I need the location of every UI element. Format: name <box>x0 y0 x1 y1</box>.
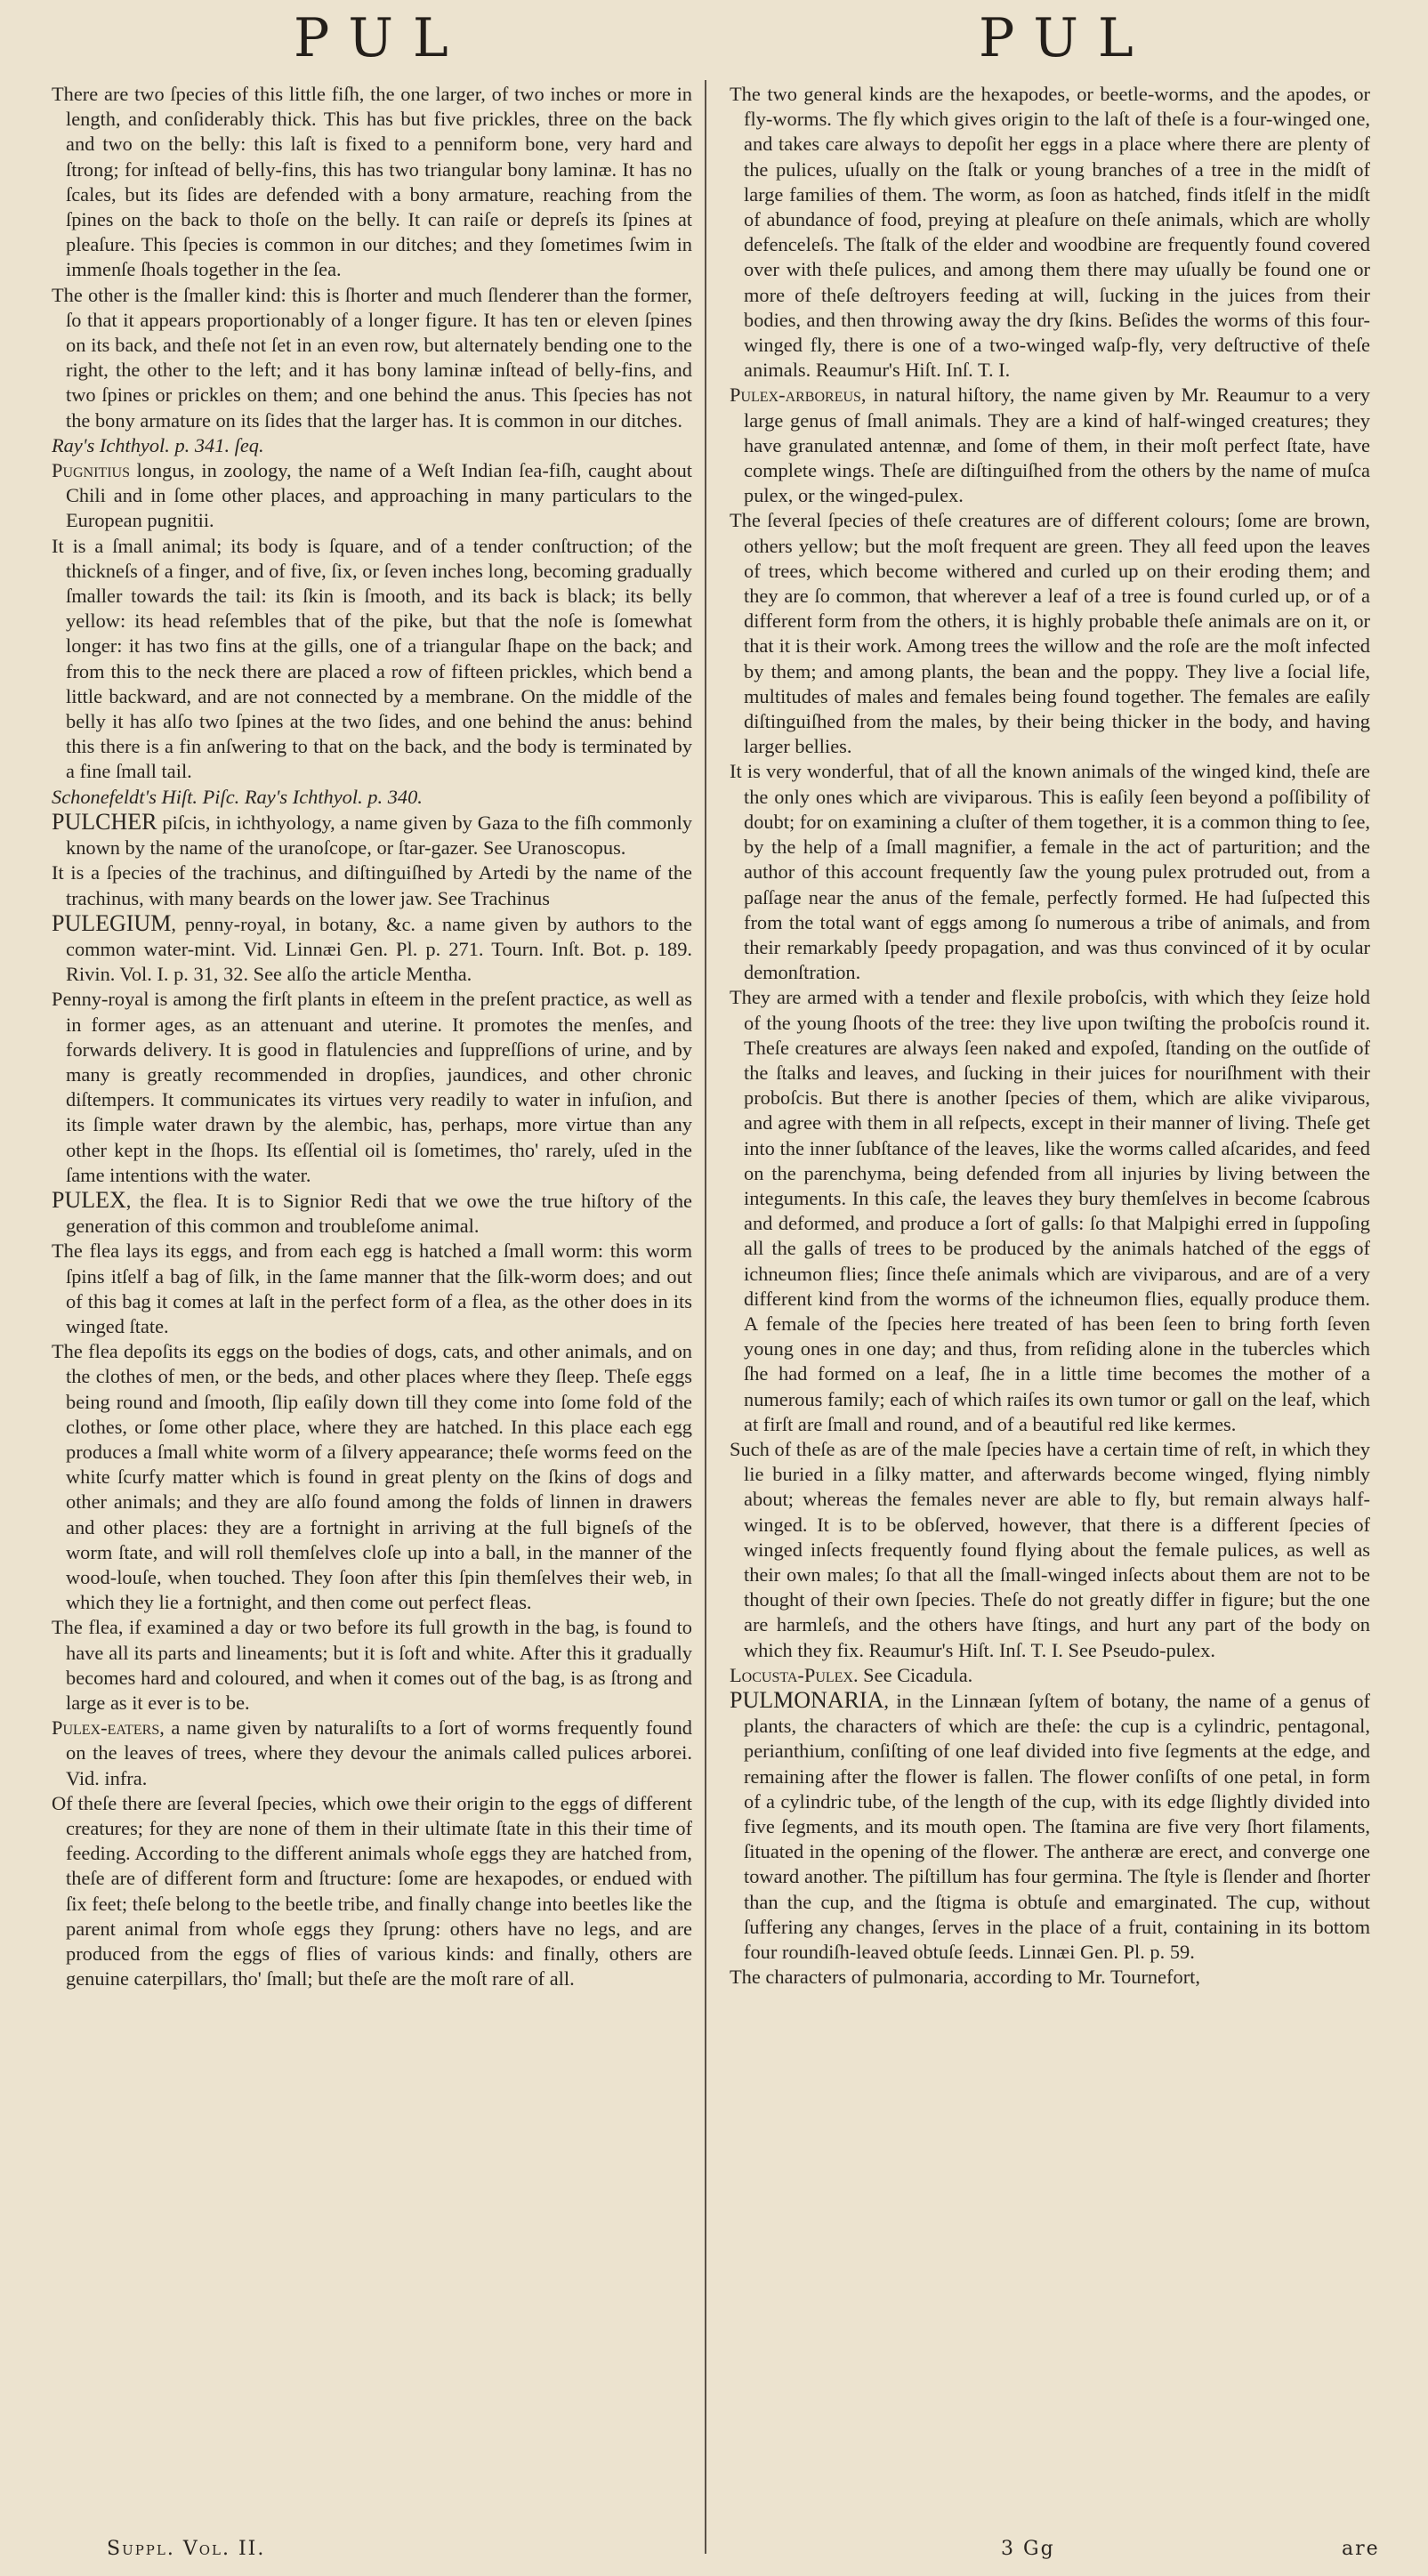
entry-text: , penny-royal, in botany, &c. a name given by authors to the common water-mint. Vid. Linnæi Gen. Pl. p. 271. Tourn. Inſt. Bot. p. 189. Rivin. Vol. I. p. 31, 32. See alſo the article Mentha. <box>66 912 692 986</box>
paragraph: Penny-royal is among the firſt plants in eſteem in the preſent practice, as well as in former ages, as an attenuant and uterine. It promotes the menſes, and forwards delivery. It is good in flatulencies and ſuppreſſions of urine, and by many is greatly recommended in dropſies, jaundices, and other chronic diſtempers. It communicates its virtues very readily to water in infuſion, and its ſimple water drawn by the alembic, has, perhaps, more virtue than any other kept in the ſhops. Its eſſential oil is ſometimes, tho' rarely, uſed in the ſame intentions with the water. <box>52 988 692 1186</box>
entry-headword: Pulex-eaters <box>52 1716 160 1740</box>
entry-text: longus, in zoology, the name of a Weſt Indian ſea-fiſh, caught about Chili and in ſome other places, and approaching in many particulars to the European pugnitii. <box>66 459 692 532</box>
paragraph: The flea depoſits its eggs on the bodies of dogs, cats, and other animals, and on the clothes of men, or the beds, and other places where they ſleep. Theſe eggs being round and ſmooth, ſlip eaſily down till they come into ſome fold of the clothes, or ſome other place, where they are hatched. In this place each egg produces a ſmall white worm of a ſilvery appearance; theſe worms feed on the white ſcurfy matter which is found in great plenty on the ſkins of dogs and other animals; and they are alſo found among the folds of linnen in drawers and other places: they are a fortnight in arriving at the full bigneſs of the worm ſtate, and will roll themſelves cloſe up into a ball, in the manner of the wood-louſe, when touched. They ſoon after this ſpin themſelves their web, in which they lie a fortnight, and then come out perfect fleas. <box>52 1340 692 1614</box>
paragraph: The flea lays its eggs, and from each egg is hatched a ſmall worm: this worm ſpins itſelf a bag of ſilk, in the ſame manner that the ſilk-worm does; and out of this bag it comes at laſt in the perfect form of a flea, as the other does in its winged ſtate. <box>52 1240 692 1337</box>
paragraph: They are armed with a tender and flexile proboſcis, with which they ſeize hold of the young ſhoots of the tree: they live upon twiſting the proboſcis round it. Theſe creatures are always ſeen naked and expoſed, ſtanding on the outſide of the ſtalks and leaves, and ſucking in their juices for nouriſhment with their proboſcis. But there is another ſpecies of them, which are alike viviparous, and agree with them in all reſpects, except in their manner of living. Theſe get into the inner ſubſtance of the leaves, like the worms called aſcarides, and feed on the parenchyma, being defended from all injuries by living between the integuments. In this caſe, the leaves they bury themſelves in become ſcabrous and deformed, and produce a ſort of galls: ſo that Malpighi erred in ſuppoſing all the galls of trees to be produced by the animals hatched of the eggs of ichneumon flies; ſince theſe animals which are viviparous, and are of a very different kind from the worms of the ichneumon flies, equally produce them. A female of the ſpecies here treated of has been ſeen to bring forth ſeven young ones in one day; and thus, from reſiding alone in the tubercles which ſhe had formed on a leaf, ſhe in a little time becomes the mother of a numerous family; each of which raiſes its own tumor or gall on the leaf, which at firſt are ſmall and round, and of a beautiful red like kermes. <box>730 986 1370 1435</box>
paragraph: It is a ſpecies of the trachinus, and diſtinguiſhed by Artedi by the name of the trachinus, with many beards on the lower jaw. See Trachinus <box>52 861 692 909</box>
footer-volume: Suppl. Vol. II. <box>107 2538 266 2560</box>
dictionary-entry <box>52 810 692 860</box>
dictionary-entry <box>52 1188 692 1239</box>
footer-signature: 3 Gg <box>1001 2538 1055 2560</box>
reference-line: Ray's Ichthyol. p. 341. ſeq. <box>52 433 264 456</box>
entry-text: piſcis, in ichthyology, a name given by Gaza to the fiſh commonly known by the name of the uranoſcope, or ſtar-gazer. See Uranoscopus. <box>66 811 692 860</box>
paragraph: The other is the ſmaller kind: this is ſhorter and much ſlenderer than the former, ſo that it appears proportionably of a longer figure. It has ten or eleven ſpines on its back, and theſe not ſet in an even row, but alternately bending one to the right, the other to the left; and it has bony laminæ inſtead of belly-fins, and two ſpines or prickles on them; and one behind the anus. This ſpecies has not the bony armature on its ſides that the larger has. It is common in our ditches. <box>52 283 692 432</box>
column-rule <box>705 80 706 2554</box>
paragraph: The ſeveral ſpecies of theſe creatures are of different colours; ſome are brown, others yellow; but the moſt frequent are green. They all feed upon the leaves of trees, which become withered and curled up on their eroding them; and they are ſo common, that wherever a leaf of a tree is found curled up, or of a different form from the others, it is highly probable theſe animals are on it, or that it is their work. Among trees the willow and the roſe are the moſt infected by them; and among plants, the bean and the poppy. They live a ſocial life, multitudes of males and females being found together. The females are eaſily diſtinguiſhed from the males, by their being thicker in the body, and having larger bellies. <box>730 509 1370 758</box>
dictionary-entry <box>730 1663 1370 1688</box>
paragraph: The characters of pulmonaria, according to Mr. Tournefort, <box>730 1966 1200 1989</box>
dictionary-entry <box>52 1716 692 1791</box>
entry-headword: PULEGIUM <box>52 909 172 936</box>
dictionary-entry <box>730 383 1370 508</box>
running-head-left: PUL <box>294 7 468 69</box>
paragraph: It is a ſmall animal; its body is ſquare, and of a tender conſtruction; of the thickneſs of a finger, and of five, ſix, or ſeven inches long, becoming gradually ſmaller towards the tail: its ſkin is ſmooth, and its back is black; its belly yellow: its head reſembles that of the pike, but that the noſe is ſomewhat longer: it has two fins at the gills, one of a triangular ſhape on the back; and from this to the neck there are placed a row of fifteen prickles, which bend a little backward, and are not connected by a membrane. On the middle of the belly it has alſo two ſpines at the two ſides, and one behind the anus: behind this there is a fin anſwering to that on the back, and the body is terminated by a fine ſmall tail. <box>52 534 692 783</box>
paragraph: The two general kinds are the hexapodes, or beetle-worms, and the apodes, or fly-worms. The fly which gives origin to the laſt of theſe is a four-winged one, and takes care always to depoſit her eggs in a place where there are plenty of the pulices, uſually on the ſtalk or young branches of a tree in the midſt of large families of them. The worm, as ſoon as hatched, finds itſelf in the midſt of abundance of food, preying at pleaſure on theſe animals, which are wholly defenceleſs. The ſtalk of the elder and woodbine are frequently found covered over with theſe pulices, and among them there may uſually be found one or more of theſe deſtroyers feeding at will, ſucking in the juices from their bodies, and then throwing away the dry ſkins. Beſides the worms of this four-winged fly, there is one of a two-winged waſp-fly, very deſtructive of theſe animals. Reaumur's Hiſt. Inſ. T. I. <box>730 83 1370 382</box>
dictionary-entry <box>52 911 692 988</box>
entry-text: . See Cicadula. <box>852 1663 973 1686</box>
entry-headword: PULCHER <box>52 808 157 835</box>
entry-text: , the flea. It is to Signior Redi that we owe the true hiſtory of the generation of this common and troubleſome animal. <box>66 1189 692 1238</box>
paragraph: It is very wonderful, that of all the known animals of the winged kind, theſe are the only ones which are viviparous. This is eaſily ſeen beyond a poſſibility of doubt; for on examining a cluſter of them together, it is a common thing to ſee, by the help of a ſmall magnifier, a female in the act of parturition; and the author of this account frequently ſaw the young pulex protruded out, from a paſſage near the anus of the female, perfectly formed. He had ſuſpected this from the total want of eggs among ſo numerous a tribe of animals, and from their remarkably ſpeedy propagation, and was thus convinced of it by ocular demonſtration. <box>730 760 1370 984</box>
running-head-right: PUL <box>979 7 1153 69</box>
reference-line: Schonefeldt's Hiſt. Piſc. Ray's Ichthyol. p. 340. <box>52 785 423 808</box>
right-column <box>730 82 1370 2538</box>
entry-text: , in the Linnæan ſyſtem of botany, the name of a genus of plants, the characters of which are theſe: the cup is a cylindric, pentagonal, perianthium, conſiſting of one leaf divided into five ſegments at the edge, and remaining after the flower is fallen. The flower conſiſts of one petal, in form of a cylindric tube, of the length of the cup, with its edge ſlightly divided into five ſegments, and its mouth open. The ſtamina are five very ſhort filaments, ſituated in the opening of the flower. The antheræ are erect, and converge one toward another. The piſtillum has four germina. The ſtyle is ſlender and ſhorter than the cup, and the ſtigma is obtuſe and emarginated. The cup, without ſuffering any changes, ſerves in the place of a fruit, containing in its bottom four roundiſh-leaved obtuſe ſeeds. Linnæi Gen. Pl. p. 59. <box>744 1690 1370 1964</box>
entry-text: , a name given by naturaliſts to a ſort of worms frequently found on the leaves of trees, where they devour the animals called pulices arborei. Vid. infra. <box>66 1716 692 1789</box>
dictionary-entry <box>730 1688 1370 1965</box>
left-column <box>52 82 692 2538</box>
paragraph: Of theſe there are ſeveral ſpecies, which owe their origin to the eggs of different creatures; for they are none of them in their ultimate ſtate in this their time of feeding. According to the different animals whoſe eggs they are hatched from, theſe are of different form and ſtructure: ſome are hexapodes, or endued with ſix feet; theſe belong to the beetle tribe, and finally change into beetles like the parent animal from whoſe eggs they ſprung: others have no legs, and are produced from the eggs of flies of various kinds: and finally, others are genuine caterpillars, tho' ſmall; but theſe are the moſt rare of all. <box>52 1791 692 1991</box>
entry-headword: Locuſta-Pulex <box>730 1663 853 1686</box>
entry-headword: Pulex-arboreus <box>730 384 861 407</box>
entry-text: , in natural hiſtory, the name given by Mr. Reaumur to a very large genus of ſmall animals. They are a kind of half-winged creatures; they have granulated antennæ, and ſome of them, in their moſt perfect ſtate, have complete wings. Theſe are diſtinguiſhed from the others by the name of muſca pulex, or the winged-pulex. <box>744 384 1370 507</box>
paragraph: There are two ſpecies of this little fiſh, the one larger, of two inches or more in length, and conſiderably thick. This has but five prickles, three on the back and two on the belly: this laſt is fixed to a penniform bone, very hard and ſtrong; for inſtead of belly-fins, this has two triangular bony laminæ. It has no ſcales, but its ſides are defended with a bony armature, reaching from the ſpines on the back to thoſe on the belly. It can raiſe or depreſs its ſpines at pleaſure. This ſpecies is common in our ditches; and they ſometimes ſwim in immenſe ſhoals together in the ſea. <box>52 83 692 281</box>
dictionary-entry <box>52 458 692 534</box>
footer-catchword: are <box>1342 2538 1380 2560</box>
paragraph: The flea, if examined a day or two before its full growth in the bag, is found to have all its parts and lineaments; but it is ſoft and white. After this it gradually becomes hard and coloured, and when it comes out of the bag, is as ſtrong and large as it ever is to be. <box>52 1616 692 1714</box>
entry-headword: PULMONARIA <box>730 1687 884 1713</box>
entry-headword: Pugnitius <box>52 459 130 482</box>
paragraph: Such of theſe as are of the male ſpecies have a certain time of reſt, in which they lie buried in a ſilky matter, and afterwards become winged, flying nimbly about; whereas the females never are able to fly, but remain always half-winged. It is to be obſerved, however, that there is a different ſpecies of winged inſects frequently found flying about the female pulices, as well as their own males; ſo that all the ſmall-winged inſects about them are not to be thought of their own ſpecies. Theſe do not greatly differ in figure; but the one are harmleſs, and the others have ſtings, and hurt any part of the body on which they fix. Reaumur's Hiſt. Inſ. T. I. See Pseudo-pulex. <box>730 1437 1370 1661</box>
entry-headword: PULEX <box>52 1186 126 1213</box>
